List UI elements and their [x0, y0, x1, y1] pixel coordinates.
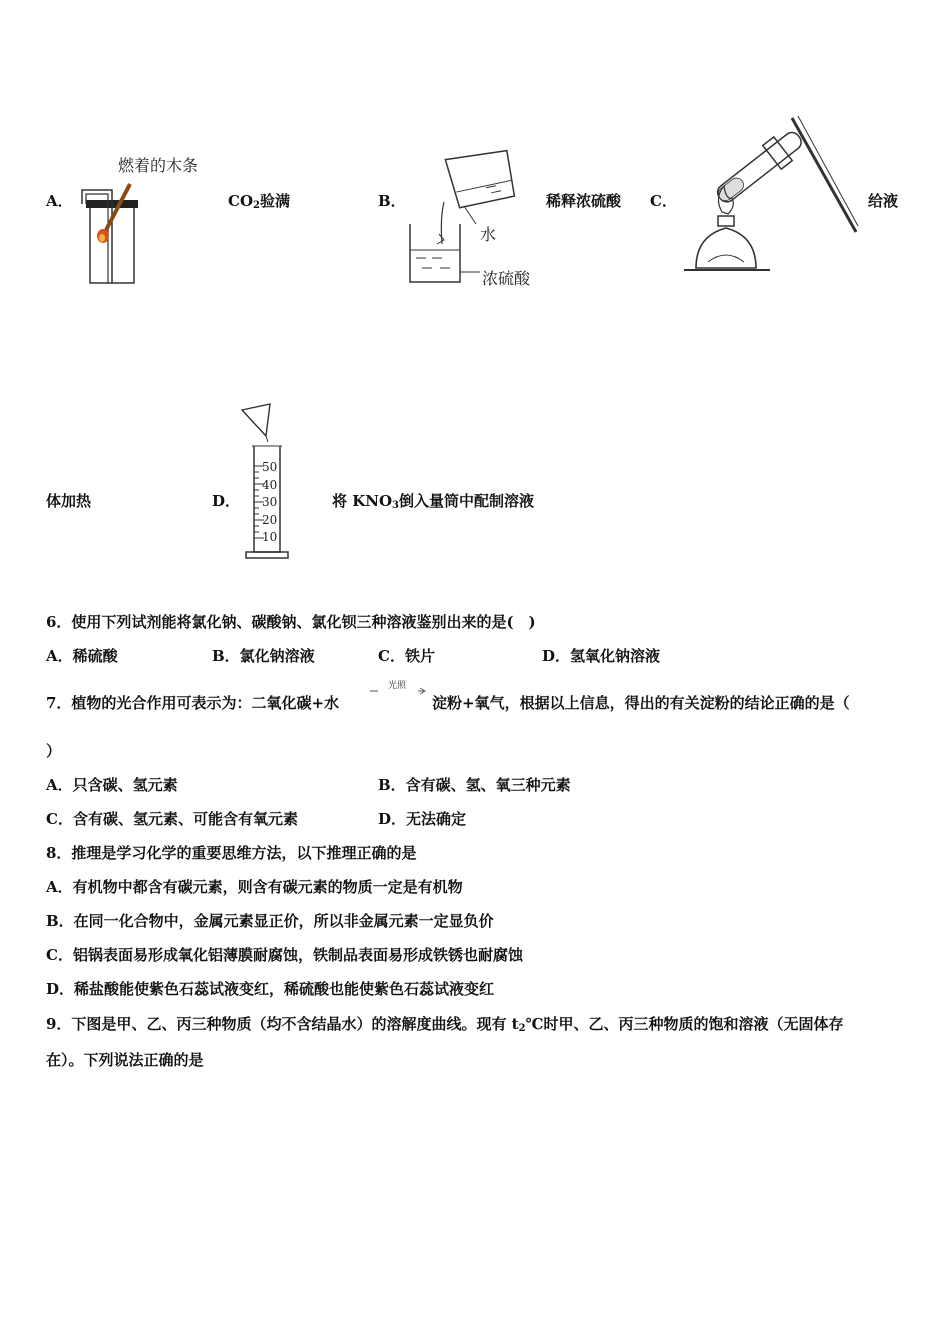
q6-option-c: C．铁片 [378, 647, 435, 665]
heating-desc-tail: 体加热 [46, 492, 92, 510]
q6-option-a: A．稀硫酸 [46, 647, 118, 665]
q6-option-d: D．氢氧化钠溶液 [542, 647, 661, 665]
q7-stem-post: 淀粉+氧气，根据以上信息，得出的有关淀粉的结论正确的是（ [432, 694, 850, 712]
q7-stem-pre: 7．植物的光合作用可表示为：二氧化碳+水 [46, 694, 340, 712]
option-c-letter: C． [650, 192, 677, 210]
q7-option-c: C．含有碳、氢元素、可能含有氧元素 [46, 810, 298, 828]
q9-stem-line1: 9．下图是甲、乙、丙三种物质（均不含结晶水）的溶解度曲线。现有 $t_2℃$时甲、乙、丙三种物质的饱和溶液（无固体存 [46, 1015, 844, 1034]
scale-10: 10 [262, 530, 278, 544]
q6-stem: 6．使用下列试剂能将氯化钠、碳酸钠、氯化钡三种溶液鉴别出来的是( ) [46, 613, 536, 631]
q7-option-b: B．含有碳、氢、氧三种元素 [378, 776, 571, 794]
heating-desc-head: 给液 [868, 192, 899, 210]
co2-bottle-figure [72, 178, 142, 288]
q8-stem: 8．推理是学习化学的重要思维方法，以下推理正确的是 [46, 844, 417, 862]
burning-stick-label: 燃着的木条 [118, 156, 199, 175]
q8-option-d: D．稀盐酸能使紫色石蕊试液变红，稀硫酸也能使紫色石蕊试液变红 [46, 980, 495, 998]
conc-acid-label: 浓硫酸 [482, 269, 531, 288]
co2-test-desc: $CO_2$验满 [228, 192, 290, 211]
option-b-letter: B． [378, 192, 406, 210]
heating-liquid-figure [680, 108, 860, 278]
dilute-acid-desc: 稀释浓硫酸 [546, 192, 622, 210]
q7-arrow-label: 光照 [388, 681, 407, 691]
q7-stem-close: ） [46, 742, 62, 760]
q9-stem-line2: 在）。下列说法正确的是 [46, 1051, 204, 1069]
q6-option-b: B．氯化钠溶液 [212, 647, 315, 665]
water-label: 水 [480, 225, 497, 244]
option-d-letter: D． [212, 492, 241, 510]
scale-40: 40 [262, 477, 278, 492]
scale-20: 20 [262, 512, 278, 527]
option-a-letter: A． [46, 192, 73, 210]
q7-option-d: D．无法确定 [378, 810, 467, 828]
scale-50: 50 [262, 460, 278, 474]
q7-option-a: A．只含碳、氢元素 [46, 776, 178, 794]
scale-30: 30 [262, 495, 278, 509]
kno3-desc: 将 $KNO_3$倒入量筒中配制溶液 [332, 492, 535, 511]
q8-option-a: A．有机物中都含有碳元素，则含有碳元素的物质一定是有机物 [46, 878, 463, 896]
q8-option-c: C．铝锅表面易形成氧化铝薄膜耐腐蚀，铁制品表面易形成铁锈也耐腐蚀 [46, 946, 523, 964]
cylinder-scale [262, 459, 277, 547]
q8-option-b: B．在同一化合物中，金属元素显正价，所以非金属元素一定显负价 [46, 912, 494, 930]
q7-reaction-arrow [368, 686, 428, 696]
